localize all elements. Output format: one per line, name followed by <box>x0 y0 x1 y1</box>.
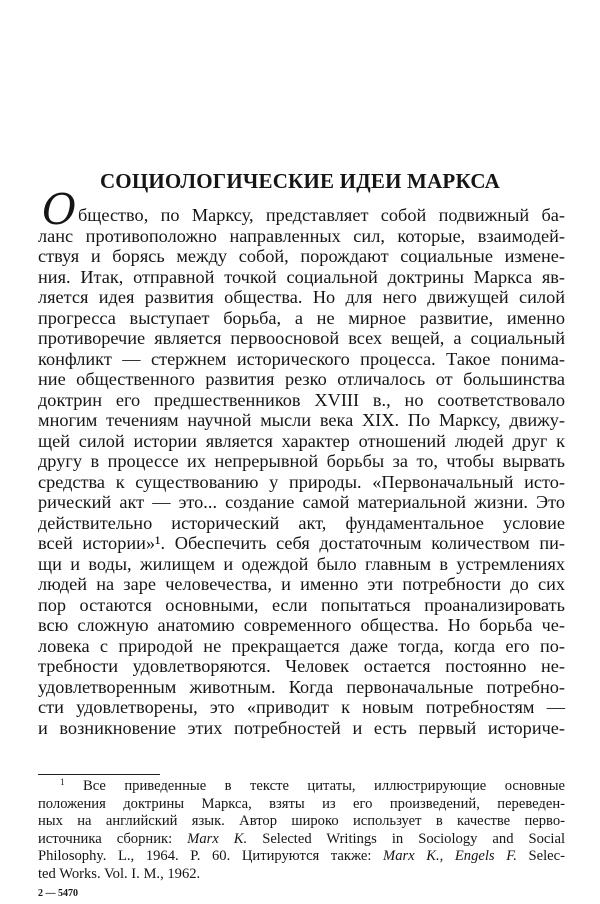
text-line: ланс противоположно направленных сил, которые, взаимодей- <box>38 225 565 246</box>
text-line: конфликт — стержнем исторического процесса. Такое понима- <box>38 348 565 369</box>
body-text <box>38 205 565 738</box>
footnote-text: Все приведенные в тексте цитаты, иллюстрирующие основные <box>83 778 565 794</box>
footnote-line <box>38 778 565 796</box>
text-line: доктрин его предшественников XVIII в., но соответствовало <box>38 389 565 410</box>
footnote-marker: 1 <box>60 777 65 787</box>
footnote-line <box>38 831 565 849</box>
printer-signature: 2 — 5470 <box>38 888 78 899</box>
text-line: действительно исторический акт, фундаментальное условие <box>38 512 565 533</box>
footnote-line: положения доктрины Маркса, взяты из его произведений, переведен- <box>38 795 565 812</box>
footnote-text: Selected Writings in Sociology and Social <box>247 830 565 847</box>
footnote-text: Selec- <box>516 848 565 865</box>
text-line: рический акт — это... создание самой материальной жизни. Это <box>38 492 565 512</box>
page-title: СОЦИОЛОГИЧЕСКИЕ ИДЕИ МАРКСА <box>99 169 501 193</box>
text-line: прогресса выступает борьба, а не мирное развитие, именно <box>38 307 565 328</box>
footnote-author: Marx K., Engels F. <box>383 848 517 865</box>
text-line: ствуя и борясь между собой, порождают социальные измене- <box>38 246 565 266</box>
text-line: требности удовлетворяются. Человек остается постоянно не- <box>38 656 565 676</box>
text-line: удовлетворенным животным. Когда первоначальные потребно- <box>38 676 565 697</box>
text-line: ляется идея развития общества. Но для него движущей силой <box>38 287 565 307</box>
text-line: ние общественного развития резко отличалось от большинства <box>38 369 565 389</box>
text-line: сти удовлетворены, это «приводит к новым потребностям — <box>38 697 565 717</box>
text-line: и возникновение этих потребностей и есть первый историче- <box>38 717 565 738</box>
text-line: противоречие является первоосновой всех вещей, а социальный <box>38 328 565 348</box>
text-line: щей силой истории является характер отношений людей друг к <box>38 430 565 451</box>
footnote-line: ted Works. Vol. I. M., 1962. <box>38 865 201 882</box>
footnote-author: Marx K. <box>187 830 248 847</box>
text-line: другу в процессе их непрерывной борьбы за то, чтобы вырвать <box>38 451 565 471</box>
text-line: всю сложную анатомию современного общества. Но борьба че- <box>38 615 565 635</box>
text-line: пор остаются основными, если попытаться проанализировать <box>38 594 565 615</box>
text-line: ния. Итак, отправной точкой социальной доктрины Маркса яв- <box>38 266 565 287</box>
text-line: всей истории»¹. Обеспечить себя достаточным количеством пи- <box>38 533 565 553</box>
footnote-text: Philosophy. L., 1964. P. 60. Цитируются также: <box>38 848 384 865</box>
text-line: средства к существованию у природы. «Первоначальный исто- <box>38 471 565 492</box>
footnote-line: ных на английский язык. Автор широко использует в качестве перво- <box>38 813 565 830</box>
text-line: бщество, по Марксу, представляет собой подвижный ба- <box>78 205 565 225</box>
text-line: щи и воды, жилищем и одеждой было главным в устремлениях <box>38 553 565 574</box>
text-line: людей на заре человечества, и именно эти потребности до сих <box>38 574 565 594</box>
text-line: многим течениям научной мысли века XIX. По Марксу, движу- <box>38 410 565 430</box>
text-line: ловека с природой не прекращается даже тогда, когда его по- <box>38 635 565 656</box>
footnote <box>38 778 565 884</box>
footnote-divider <box>38 774 160 775</box>
footnote-line <box>38 848 565 866</box>
drop-cap: О <box>42 185 77 234</box>
footnote-text: источника сборник: <box>38 830 188 847</box>
